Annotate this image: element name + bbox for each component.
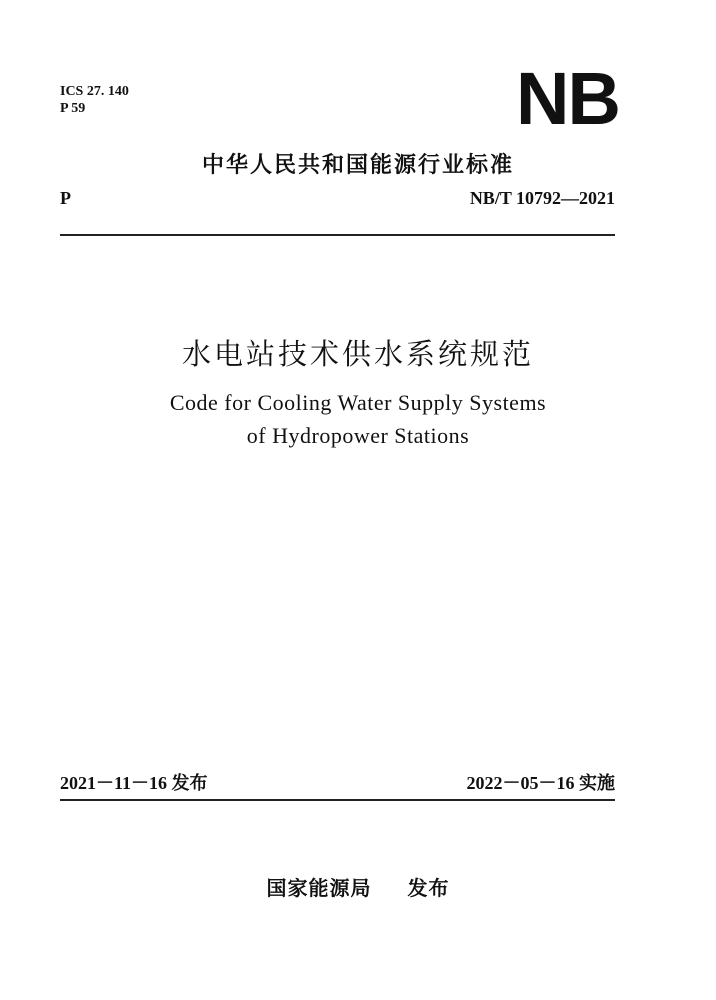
ics-code: ICS 27. 140 <box>60 84 129 99</box>
ics-block <box>60 83 129 117</box>
title-chinese: 水电站技术供水系统规范 <box>181 337 534 371</box>
standard-type-heading: 中华人民共和国能源行业标准 <box>201 153 514 178</box>
title-english-line1: Code for Cooling Water Supply Systems <box>169 390 547 415</box>
implement-date: 2022－05－16 实施 <box>466 773 615 793</box>
issuer-line <box>0 872 716 901</box>
top-divider <box>60 234 615 236</box>
publish-date: 2021－11－16 发布 <box>60 773 208 793</box>
ccs-code: P 59 <box>60 101 86 116</box>
standard-number: NB/T 10792—2021 <box>469 188 615 208</box>
issuer-name: 国家能源局 <box>266 876 372 900</box>
title-english-line2: of Hydropower Stations <box>246 423 470 448</box>
nb-logo: NB <box>516 57 619 140</box>
classification-code: P <box>60 188 71 208</box>
issuer-action: 发布 <box>407 876 450 900</box>
title-english <box>0 386 716 452</box>
bottom-divider <box>60 799 615 801</box>
